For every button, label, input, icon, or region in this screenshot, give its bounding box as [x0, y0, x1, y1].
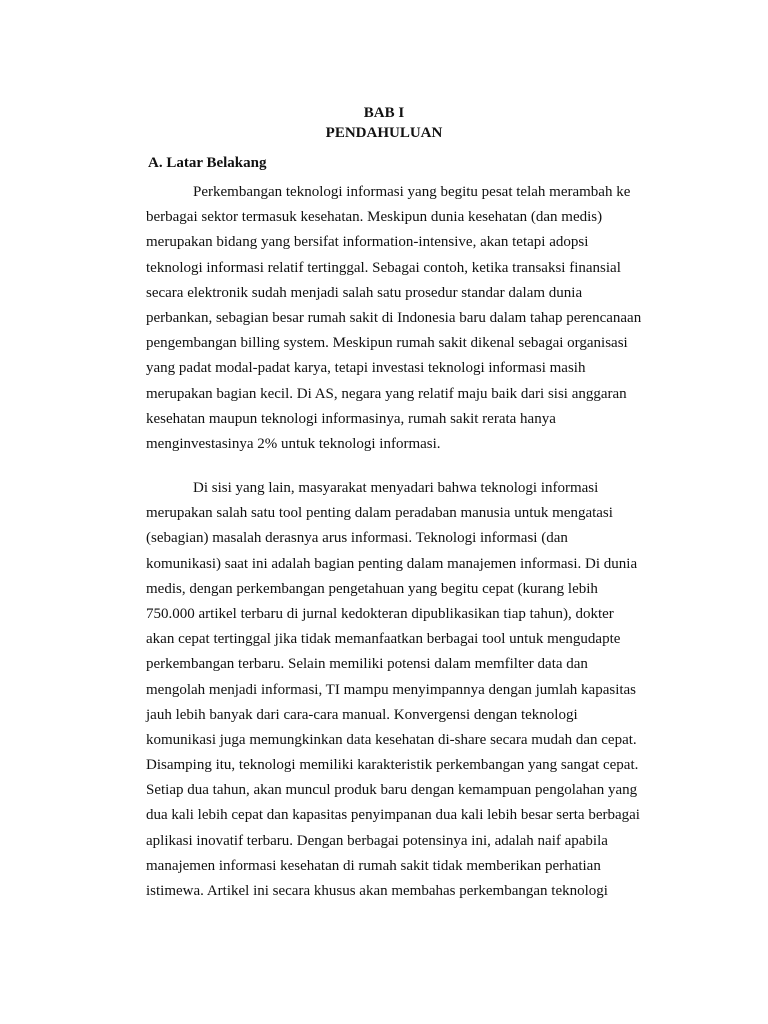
paragraph-line: merupakan bagian kecil. Di AS, negara yang relatif maju baik dari sisi anggaran [146, 385, 627, 402]
paragraph-line: perbankan, sebagian besar rumah sakit di Indonesia baru dalam tahap perencanaan [146, 309, 642, 326]
paragraph-line: pengembangan billing system. Meskipun rumah sakit dikenal sebagai organisasi [146, 335, 628, 352]
paragraph-line: perkembangan terbaru. Selain memiliki potensi dalam memfilter data dan [146, 656, 588, 673]
paragraph-line: 750.000 artikel terbaru di jurnal kedokteran dipublikasikan tiap tahun), dokter [146, 605, 614, 622]
paragraph-line: merupakan bidang yang bersifat information-intensive, akan tetapi adopsi [146, 234, 589, 251]
paragraph-2 [146, 476, 666, 904]
paragraph-line: merupakan salah satu tool penting dalam peradaban manusia untuk mengatasi [146, 505, 613, 522]
paragraph-line: medis, dengan perkembangan pengetahuan yang begitu cepat (kurang lebih [146, 580, 598, 597]
chapter-title: PENDAHULUAN [325, 125, 443, 141]
paragraph-line: manajemen informasi kesehatan di rumah sakit tidak memberikan perhatian [146, 857, 601, 874]
paragraph-line: akan cepat tertinggal jika tidak memanfaatkan berbagai tool untuk mengudapte [146, 631, 621, 648]
paragraph-line: komunikasi) saat ini adalah bagian penting dalam manajemen informasi. Di dunia [146, 555, 638, 572]
paragraph-1 [146, 180, 666, 457]
paragraph-line: mengolah menjadi informasi, TI mampu menyimpannya dengan jumlah kapasitas [146, 681, 637, 698]
paragraph-line: yang padat modal-padat karya, tetapi investasi teknologi informasi masih [146, 360, 586, 377]
paragraph-line: istimewa. Artikel ini secara khusus akan membahas perkembangan teknologi [146, 883, 608, 899]
paragraph-line: Disamping itu, teknologi memiliki karakteristik perkembangan yang sangat cepat. [146, 757, 639, 774]
paragraph-line: (sebagian) masalah derasnya arus informasi. Teknologi informasi (dan [146, 530, 568, 547]
paragraph-line: teknologi informasi relatif tertinggal. Sebagai contoh, ketika transaksi finansial [146, 259, 621, 276]
chapter-number: BAB I [363, 105, 405, 121]
paragraph-line: aplikasi inovatif terbaru. Dengan berbagai potensinya ini, adalah naif apabila [146, 832, 608, 849]
section-title: A. Latar Belakang [148, 155, 267, 171]
paragraph-line: secara elektronik sudah menjadi salah satu prosedur standar dalam dunia [146, 284, 583, 301]
paragraph-line: kesehatan maupun teknologi informasinya, rumah sakit rerata hanya [146, 410, 556, 427]
paragraph-line: berbagai sektor termasuk kesehatan. Meskipun dunia kesehatan (dan medis) [146, 209, 603, 226]
paragraph-line: Perkembangan teknologi informasi yang begitu pesat telah merambah ke [193, 184, 631, 200]
paragraph-line: jauh lebih banyak dari cara-cara manual. Konvergensi dengan teknologi [146, 706, 578, 723]
paragraph-line: Di sisi yang lain, masyarakat menyadari bahwa teknologi informasi [193, 480, 599, 496]
paragraph-line: menginvestasinya 2% untuk teknologi informasi. [146, 435, 441, 452]
paragraph-line: dua kali lebih cepat dan kapasitas penyimpanan dua kali lebih besar serta berbagai [146, 807, 640, 824]
paragraph-line: Setiap dua tahun, akan muncul produk baru dengan kemampuan pengolahan yang [146, 782, 638, 799]
paragraph-line: komunikasi juga memungkinkan data kesehatan di-share secara mudah dan cepat. [146, 731, 637, 748]
